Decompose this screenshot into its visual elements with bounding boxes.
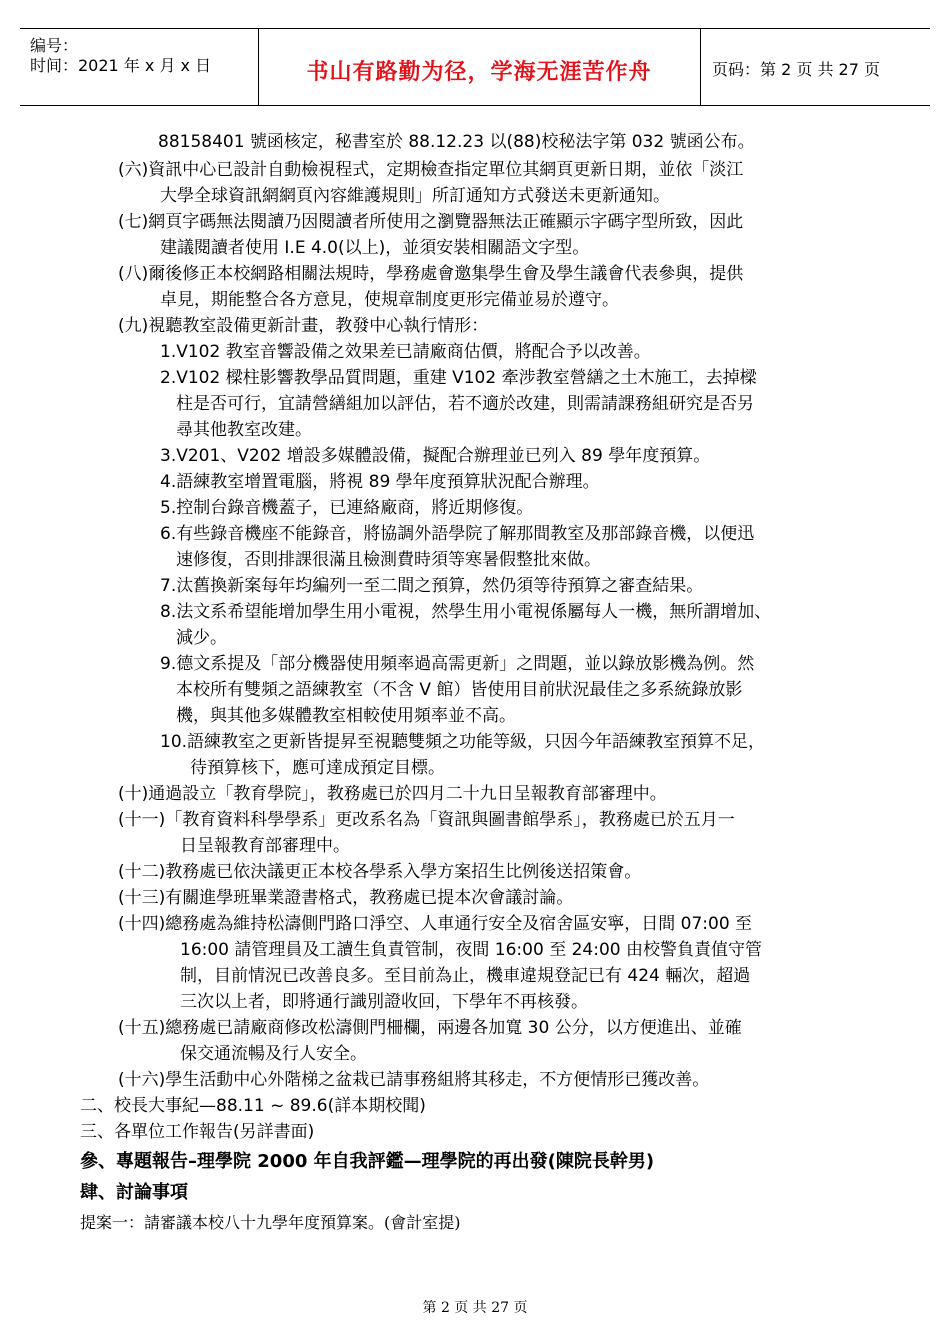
body-line: 待預算核下，應可達成預定目標。 [190, 758, 445, 778]
section-heading: 參、專題報告–理學院 2000 年自我評鑑—理學院的再出發(陳院長幹男) [80, 1151, 655, 1172]
body-line: 減少。 [176, 628, 227, 648]
proposal-line: 提案一：請審議本校八十九學年度預算案。(會計室提) [80, 1213, 461, 1232]
page-footer: 第 2 页 共 27 页 [422, 1300, 528, 1316]
body-line: 尋其他教室改建。 [176, 420, 312, 440]
body-line: 6.有些錄音機座不能錄音，將協調外語學院了解那間教室及那部錄音機，以便迅 [160, 524, 755, 544]
body-line: (九)視聽教室設備更新計畫，教發中心執行情形： [118, 316, 489, 336]
header-motto-cell [258, 29, 701, 105]
body-line: 速修復，否則排課很滿且檢測費時須等寒暑假整批來做。 [176, 550, 601, 570]
body-line: (十四)總務處為維持松濤側門路口淨空、人車通行安全及宿舍區安寧，日間 07:00 至 [118, 914, 753, 934]
body-line: 16:00 請管理員及工讀生負責管制，夜間 16:00 至 24:00 由校警負責值守管 [180, 940, 762, 960]
body-line: (十五)總務處已請廠商修改松濤側門柵欄，兩邊各加寬 30 公分，以方便進出、並確 [118, 1018, 742, 1038]
body-line: 5.控制台錄音機蓋子，已連絡廠商，將近期修復。 [160, 498, 534, 518]
body-line: 建議閱讀者使用 I.E 4.0(以上)，並須安裝相關語文字型。 [160, 238, 590, 258]
body-line: 9.德文系提及「部分機器使用頻率過高需更新」之問題，並以錄放影機為例。然 [160, 654, 755, 674]
header-motto: 书山有路勤为径，学海无涯苦作舟 [306, 59, 652, 85]
doc-time-label: 时间：2021 年 x 月 x 日 [30, 56, 212, 75]
body-line: (六)資訊中心已設計自動檢視程式，定期檢查指定單位其網頁更新日期，並依「淡江 [118, 160, 744, 180]
header-page-cell [700, 29, 930, 105]
body-line: (十六)學生活動中心外階梯之盆栽已請事務組將其移走，不方便情形已獲改善。 [118, 1070, 710, 1090]
body-line: 保交通流暢及行人安全。 [180, 1044, 367, 1064]
body-line: 88158401 號函核定，秘書室於 88.12.23 以(88)校秘法字第 032 號函公布。 [158, 132, 755, 152]
section-heading: 二、校長大事紀—88.11 ~ 89.6(詳本期校聞) [80, 1096, 426, 1116]
section-heading: 三、各單位工作報告(另詳書面) [80, 1122, 315, 1142]
page-header [20, 28, 930, 106]
header-page-number: 页码：第 2 页 共 27 页 [712, 60, 880, 79]
body-line: 本校所有雙頻之語練教室（不含 V 館）皆使用目前狀況最佳之多系統錄放影 [176, 680, 743, 700]
section-heading: 肆、討論事項 [80, 1182, 188, 1203]
doc-code-label: 编号： [30, 36, 79, 55]
body-line: 柱是否可行，宜請營繕組加以評估，若不適於改建，則需請課務組研究是否另 [176, 394, 754, 414]
body-line: 日呈報教育部審理中。 [180, 836, 350, 856]
body-line: (十)通過設立「教育學院」，教務處已於四月二十九日呈報教育部審理中。 [118, 784, 667, 804]
body-line: 10.語練教室之更新皆提昇至視聽雙頻之功能等級，只因今年語練教室預算不足， [160, 732, 766, 752]
body-line: 2.V102 樑柱影響教學品質問題，重建 V102 牽涉教室營繕之土木施工，去掉樑 [160, 368, 757, 388]
body-line: 機，與其他多媒體教室相較使用頻率並不高。 [176, 706, 516, 726]
header-info-cell [20, 29, 259, 105]
body-line: (八)爾後修正本校網路相關法規時，學務處會邀集學生會及學生議會代表參與，提供 [118, 264, 744, 284]
body-line: 三次以上者，即將通行識別證收回，下學年不再核發。 [180, 992, 588, 1012]
body-line: 制，目前情況已改善良多。至目前為止，機車違規登記已有 424 輛次，超過 [180, 966, 751, 986]
body-line: 4.語練教室增置電腦，將視 89 學年度預算狀況配合辦理。 [160, 472, 600, 492]
body-line: 卓見，期能整合各方意見，使規章制度更形完備並易於遵守。 [160, 290, 619, 310]
body-line: 1.V102 教室音響設備之效果差已請廠商估價，將配合予以改善。 [160, 342, 651, 362]
body-line: (七)網頁字碼無法閱讀乃因閱讀者所使用之瀏覽器無法正確顯示字碼字型所致，因此 [118, 212, 744, 232]
body-line: 大學全球資訊網網頁內容維護規則」所訂通知方式發送未更新通知。 [160, 186, 670, 206]
body-line: 3.V201、V202 增設多媒體設備，擬配合辦理並已列入 89 學年度預算。 [160, 446, 711, 466]
body-line: (十三)有關進學班畢業證書格式，教務處已提本次會議討論。 [118, 888, 574, 908]
body-line: 8.法文系希望能增加學生用小電視，然學生用小電視係屬每人一機，無所謂增加、 [160, 602, 772, 622]
body-line: (十一)「教育資料科學學系」更改系名為「資訊與圖書館學系」，教務處已於五月一 [118, 810, 735, 830]
body-line: 7.汰舊換新案每年均編列一至二間之預算，然仍須等待預算之審查結果。 [160, 576, 704, 596]
body-line: (十二)教務處已依決議更正本校各學系入學方案招生比例後送招策會。 [118, 862, 642, 882]
